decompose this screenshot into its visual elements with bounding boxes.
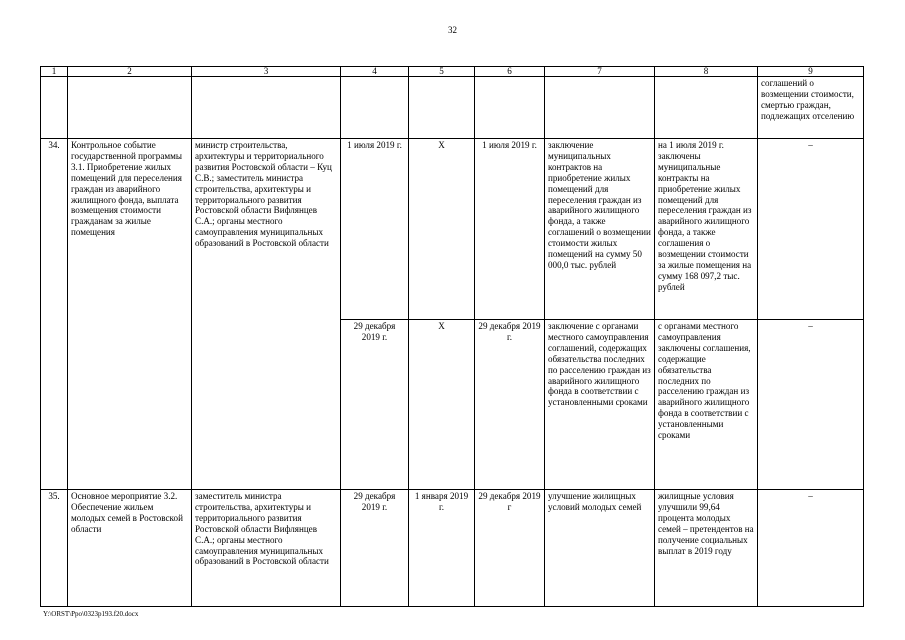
cell-empty [475,77,545,139]
page-number: 32 [448,25,457,35]
cell-empty [341,77,409,139]
actual-start-date: 1 января 2019 г. [409,490,475,607]
responsible-executor: заместитель министра строительства, архитектуры и территориального развития Ростовской области Вифлянцев С.А.; органы местного самоуправления муниципальных образований в Ростовской области [192,490,341,607]
planned-result: заключение с органами местного самоуправления соглашений, содержащих обязательства последних по расселению граждан из аварийного жилищного фонда в соответствии с установленными сроками [545,320,655,490]
row-number: 35. [41,490,68,607]
planned-date: 29 декабря 2019 г. [341,320,409,490]
document-file-path: Y:\ORST\Ppo\0323p193.f20.docx [43,610,139,618]
event-name: Контрольное событие государственной программы 3.1. Приобретение жилых помещений для переселения граждан из аварийного жилищного фонда, выплата возмещения стоимости гражданам за жилые помещения [68,139,192,490]
cell-empty [545,77,655,139]
event-name: Основное мероприятие 3.2. Обеспечение жильем молодых семей в Ростовской области [68,490,192,607]
table-row-34a [41,139,864,320]
column-header: 1 [41,67,68,77]
planned-date: 29 декабря 2019 г. [341,490,409,607]
responsible-executor: министр строительства, архитектуры и территориального развития Ростовской области – Куц С.В.; заместитель министра строительства, архитектуры и территориального развития Ростовской области Вифлянцев С.А.; органы местного самоуправления муниципальных образований в Ростовской области [192,139,341,490]
actual-end-date: 1 июля 2019 г. [475,139,545,320]
cell-empty [41,77,68,139]
row-number: 34. [41,139,68,490]
table-row-35 [41,490,864,607]
deviation-reason: – [758,490,864,607]
cell-note: соглашений о возмещении стоимости, смертью граждан, подлежащих отселению [758,77,864,139]
deviation-reason: – [758,320,864,490]
actual-start-date: Х [409,139,475,320]
column-header: 2 [68,67,192,77]
actual-result: жилищные условия улучшили 99,64 процента молодых семей – претендентов на получение социальных выплат в 2019 году [655,490,758,607]
column-header: 5 [409,67,475,77]
header-row [41,67,864,77]
column-header: 4 [341,67,409,77]
continued-row [41,77,864,139]
planned-date: 1 июля 2019 г. [341,139,409,320]
column-header: 7 [545,67,655,77]
report-table [40,66,864,607]
deviation-reason: – [758,139,864,320]
cell-empty [409,77,475,139]
actual-end-date: 29 декабря 2019 г [475,490,545,607]
actual-result: на 1 июля 2019 г. заключены муниципальные контракты на приобретение жилых помещений для переселения граждан из аварийного жилищного фонда, а также соглашения о возмещении стоимости за жилые помещения на сумму 168 097,2 тыс. рублей [655,139,758,320]
actual-end-date: 29 декабря 2019 г. [475,320,545,490]
column-header: 8 [655,67,758,77]
planned-result: заключение муниципальных контрактов на приобретение жилых помещений для переселения граждан из аварийного жилищного фонда, а также соглашений о возмещении стоимости жилых помещений на сумму 50 000,0 тыс. рублей [545,139,655,320]
actual-result: с органами местного самоуправления заключены соглашения, содержащие обязательства последних по расселению граждан из аварийного жилищного фонда в соответствии с установленными сроками [655,320,758,490]
cell-empty [68,77,192,139]
actual-start-date: Х [409,320,475,490]
column-header: 9 [758,67,864,77]
planned-result: улучшение жилищных условий молодых семей [545,490,655,607]
cell-empty [192,77,341,139]
cell-empty [655,77,758,139]
column-header: 6 [475,67,545,77]
column-header: 3 [192,67,341,77]
